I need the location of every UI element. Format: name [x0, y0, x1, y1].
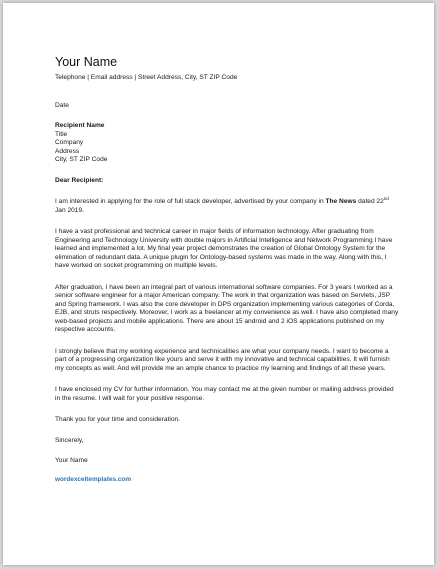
paragraph-thanks: Thank you for your time and consideration.	[55, 416, 180, 423]
paragraph-motivation: I strongly believe that my working experience and technicalities are what your company needs. I want to become a part of a progressing organization like yours and serve it with my innovative and technical capabilities. It will furnish my concepts as well. And will provide me an ample chance to practice my learning and findings of all these years.	[55, 347, 390, 372]
intro-text: I am interested in applying for the role of full stack developer, advertised by your company in	[55, 198, 326, 205]
date-suffix: nd	[383, 195, 389, 201]
paragraph-experience: After graduation, I have been an integral part of various international software companies. For 3 years I worked as a senior software engineer for a major American company. The work in that organization was based on Servlets, JSP and Spring framework. I was also the core developer in DPS organization implementing various categories of Corda, EJB, and struts respectively. Moreover, I work as a freelancer at my convenience as well. I have also completed many web-based projects and mobile applications. There are about 15 android and 2 iOS applications published on my respective accounts.	[55, 283, 399, 333]
intro-dated: dated 22	[356, 198, 384, 205]
newspaper-name: The News	[325, 198, 357, 205]
signature-name: Your Name	[55, 457, 88, 464]
recipient-city: City, ST ZIP Code	[55, 156, 108, 163]
recipient-company: Company	[55, 139, 84, 146]
recipient-block	[55, 122, 400, 165]
document-page	[3, 3, 434, 565]
recipient-name: Recipient Name	[55, 122, 105, 129]
salutation: Dear Recipient:	[55, 176, 104, 184]
recipient-title: Title	[55, 130, 68, 138]
closing: Sincerely,	[55, 436, 84, 444]
paragraph-intro	[55, 195, 400, 215]
letter-content	[55, 55, 400, 484]
sender-name: Your Name	[55, 55, 118, 69]
letter-date: Date	[55, 101, 69, 109]
sender-contact-line: Telephone | Email address | Street Address, City, ST ZIP Code	[55, 74, 238, 81]
paragraph-enclosure: I have enclosed my CV for further information. You may contact me at the given number or mailing address provided in the resume. I will wait for your positive response.	[55, 386, 394, 402]
website-watermark: wordexceltemplates.com	[55, 475, 132, 483]
paragraph-education: I have a vast professional and technical career in major fields of information technology. After graduating from Engineering and Technology University with double majors in Artificial Intelligence and Network Programming I have learned and implemented a lot. My final year project demonstrates the creation of Global Ontology System for the elimination of redundant data. A unique plugin for Ontology-based systems was made in the way. Along with this, I have worked on socket programming on multiple levels.	[55, 228, 393, 269]
intro-end: Jan 2019.	[55, 206, 84, 214]
recipient-address: Address	[55, 147, 80, 155]
